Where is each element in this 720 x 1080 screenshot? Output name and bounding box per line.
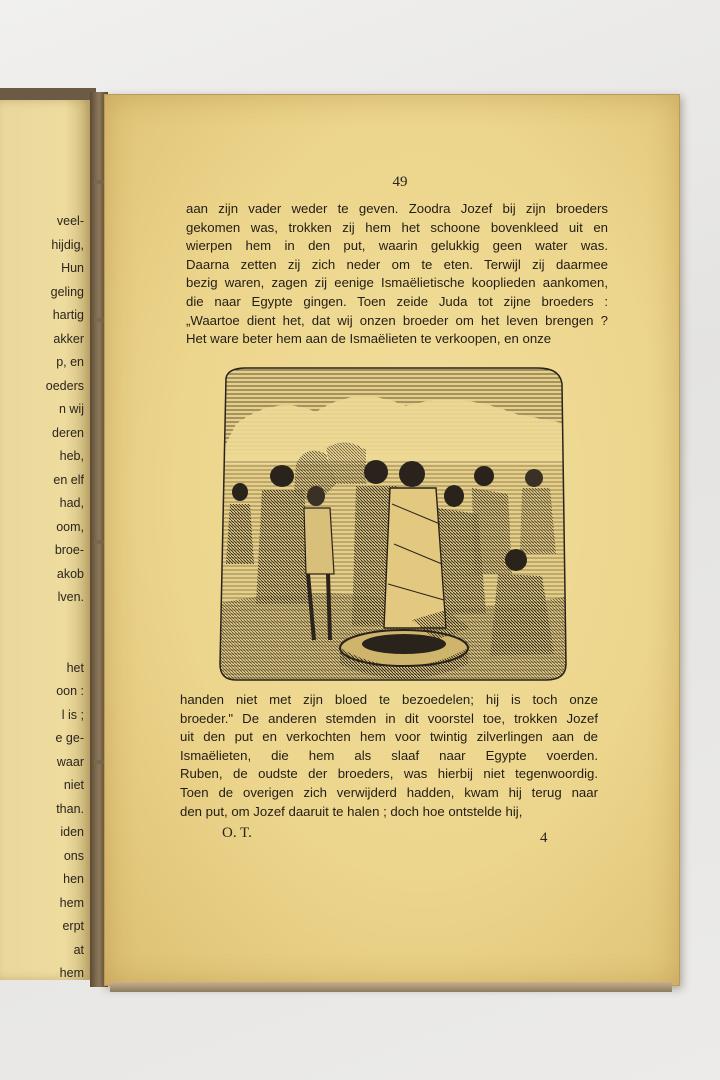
left-page-fragment: ons — [63, 848, 84, 863]
left-page-fragment: het — [66, 660, 84, 675]
left-page-fragment — [4, 610, 84, 634]
left-page-fragment: oeders — [45, 378, 84, 393]
left-page-fragment: broe- — [54, 543, 84, 557]
left-page-text — [4, 210, 84, 986]
text-line: Toen de overigen zich verwijderd hadden, kwam hij terug naar — [180, 784, 598, 800]
text-line: Ruben, de oudste der broeders, was hierbij niet tegenwoordig. — [180, 766, 598, 782]
paragraph-top — [186, 200, 608, 349]
left-page-fragment: en elf — [53, 472, 84, 487]
left-page-fragment: had, — [59, 496, 84, 510]
left-page-fragment: Hun — [61, 261, 84, 275]
left-page-fragment: hem — [59, 966, 84, 980]
text-line: „Waartoe dient het, dat wij onzen broeder om het leven brengen ? — [186, 312, 608, 328]
signature-number: 4 — [540, 830, 548, 846]
left-page-fragment: l is ; — [61, 707, 84, 722]
text-line: bezig waren, zagen zij eenige Ismaëlietische kooplieden aankomen, — [186, 275, 608, 291]
left-page — [0, 100, 94, 980]
left-page-fragment: hem — [59, 895, 84, 910]
left-page-fragment: than. — [56, 801, 84, 816]
left-page-fragment: akker — [53, 331, 84, 346]
left-page-fragment: waar — [56, 754, 84, 769]
text-line: wierpen hem in den put, waarin gelukkig geen water was. — [186, 238, 608, 254]
signature-mark: O. T. — [222, 825, 252, 841]
left-page-fragment: deren — [52, 425, 84, 440]
left-page-fragment: erpt — [62, 919, 84, 933]
text-line: die naar Egypte gingen. Toen zeide Juda tot zijne broeders : — [186, 293, 608, 309]
text-line: broeder." De anderen stemden in dit voorstel toe, trokken Jozef — [180, 710, 598, 726]
left-page-fragment: oom, — [56, 519, 84, 534]
left-page-fragment: niet — [63, 778, 84, 792]
left-page-fragment: e ge- — [55, 731, 84, 745]
left-page-fragment: iden — [60, 825, 84, 839]
text-line: Daarna zetten zij zich neder om te eten. Terwijl zij daarmee — [186, 256, 608, 272]
page-edge — [110, 982, 672, 992]
left-page-fragment — [4, 633, 84, 657]
left-page-fragment: lven. — [57, 590, 84, 604]
left-page-fragment: akob — [56, 566, 84, 581]
text-line: den put, om Jozef daaruit te halen ; doch hoe ontstelde hij, — [180, 803, 523, 819]
paragraph-bottom — [180, 691, 598, 821]
left-page-fragment: p, en — [56, 355, 84, 369]
left-page-fragment: veel- — [56, 214, 84, 228]
text-line: aan zijn vader weder te geven. Zoodra Jozef bij zijn broeders — [186, 201, 608, 216]
left-page-fragment: n wij — [58, 402, 84, 416]
page-number: 49 — [392, 174, 408, 190]
left-page-fragment: hen — [63, 872, 84, 886]
left-page-fragment: hijdig, — [51, 237, 84, 252]
left-page-fragment: geling — [50, 284, 84, 299]
text-line: gekomen was, trokken zij hem het schoone bovenkleed uit en — [186, 219, 608, 235]
left-page-fragment: at — [73, 942, 84, 957]
text-line: Het ware beter hem aan de Ismaëlieten te verkoopen, en onze — [186, 331, 552, 347]
left-page-fragment: heb, — [59, 449, 84, 463]
text-line: uit den put en verkochten hem voor twintig zilverlingen aan de — [180, 729, 598, 745]
text-line: Ismaëlieten, die hem als slaaf naar Egypte voerden. — [180, 747, 598, 763]
left-page-fragment: oon : — [56, 684, 84, 698]
left-page-fragment: hartig — [52, 308, 84, 322]
engraving-illustration — [216, 364, 568, 686]
text-line: handen niet met zijn bloed te bezoedelen; hij is toch onze — [180, 692, 598, 707]
